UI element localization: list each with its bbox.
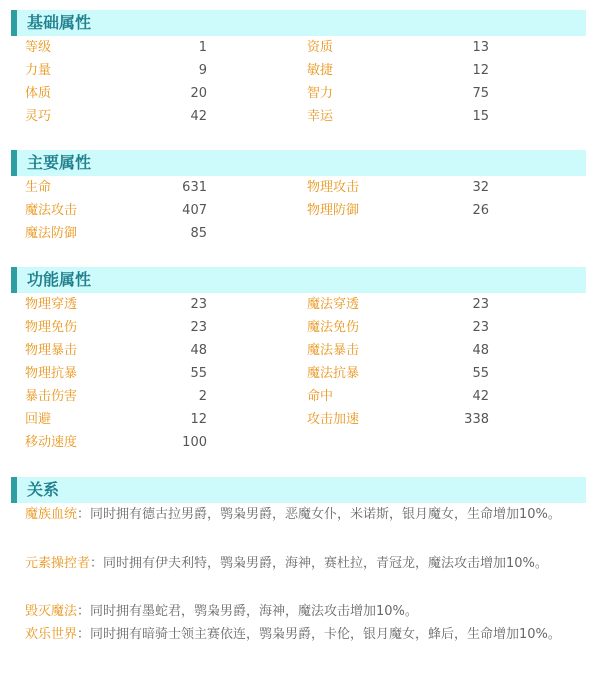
stat-label: 魔法攻击 bbox=[25, 203, 78, 218]
stat-label: 魔法穿透 bbox=[307, 297, 360, 312]
stat-value: 26 bbox=[472, 203, 489, 218]
stat-value: 23 bbox=[190, 320, 207, 335]
stat-value: 48 bbox=[472, 343, 489, 358]
stat-value: 75 bbox=[472, 86, 489, 101]
stat-value: 13 bbox=[472, 40, 489, 55]
stat-label: 生命 bbox=[25, 180, 52, 195]
stat-label: 幸运 bbox=[307, 109, 334, 124]
stat-value: 20 bbox=[190, 86, 207, 101]
stat-label: 魔法防御 bbox=[25, 226, 78, 241]
stat-label: 物理免伤 bbox=[25, 320, 78, 335]
stat-value: 32 bbox=[472, 180, 489, 195]
stat-label: 力量 bbox=[25, 63, 52, 78]
relation-name: 毁灭魔法 bbox=[25, 604, 78, 619]
stat-label: 物理抗暴 bbox=[25, 366, 78, 381]
stat-label: 暴击伤害 bbox=[25, 389, 78, 404]
stat-value: 631 bbox=[182, 180, 207, 195]
stat-value: 48 bbox=[190, 343, 207, 358]
section-header-relations: 关系 bbox=[11, 477, 586, 503]
stat-label: 灵巧 bbox=[25, 109, 52, 124]
stat-label: 攻击加速 bbox=[307, 412, 360, 427]
stat-value: 100 bbox=[182, 435, 207, 450]
stat-label: 物理穿透 bbox=[25, 297, 78, 312]
relation-name: 元素操控者 bbox=[25, 556, 91, 571]
stat-value: 55 bbox=[472, 366, 489, 381]
relation-item bbox=[25, 600, 580, 623]
stat-value: 2 bbox=[198, 389, 207, 404]
stat-label: 魔法暴击 bbox=[307, 343, 360, 358]
relation-desc: ：同时拥有暗骑士领主赛依连，鹗枭男爵，卡伦，银月魔女，蜂后，生命增加10%。 bbox=[77, 627, 561, 642]
stat-label: 等级 bbox=[25, 40, 52, 55]
section-header-basic: 基础属性 bbox=[11, 10, 586, 36]
stat-value: 9 bbox=[198, 63, 207, 78]
stat-value: 55 bbox=[190, 366, 207, 381]
stat-label: 移动速度 bbox=[25, 435, 78, 450]
stat-value: 23 bbox=[472, 320, 489, 335]
stat-value: 85 bbox=[190, 226, 207, 241]
stat-value: 42 bbox=[190, 109, 207, 124]
section-header-main: 主要属性 bbox=[11, 150, 586, 176]
relation-item bbox=[25, 503, 580, 526]
stat-value: 23 bbox=[190, 297, 207, 312]
relation-desc: ：同时拥有伊夫利特，鹗枭男爵，海神，赛杜拉，青冠龙，魔法攻击增加10%。 bbox=[90, 556, 548, 571]
stat-label: 命中 bbox=[307, 389, 334, 404]
stat-label: 物理防御 bbox=[307, 203, 360, 218]
stat-label: 物理暴击 bbox=[25, 343, 78, 358]
stat-value: 12 bbox=[190, 412, 207, 427]
stat-label: 体质 bbox=[25, 86, 52, 101]
stat-value: 15 bbox=[472, 109, 489, 124]
relation-desc: ：同时拥有墨蛇君，鹗枭男爵，海神，魔法攻击增加10%。 bbox=[77, 604, 418, 619]
stat-label: 回避 bbox=[25, 412, 52, 427]
stat-value: 407 bbox=[182, 203, 207, 218]
stat-label: 资质 bbox=[307, 40, 334, 55]
section-header-function: 功能属性 bbox=[11, 267, 586, 293]
relation-name: 欢乐世界 bbox=[25, 627, 78, 642]
relation-name: 魔族血统 bbox=[25, 507, 78, 522]
stat-label: 敏捷 bbox=[307, 63, 334, 78]
stat-value: 1 bbox=[198, 40, 207, 55]
stat-label: 魔法免伤 bbox=[307, 320, 360, 335]
stat-label: 物理攻击 bbox=[307, 180, 360, 195]
stat-value: 338 bbox=[464, 412, 489, 427]
stat-label: 智力 bbox=[307, 86, 334, 101]
stat-label: 魔法抗暴 bbox=[307, 366, 360, 381]
relation-item bbox=[25, 623, 580, 646]
relation-item bbox=[25, 552, 580, 575]
stat-value: 42 bbox=[472, 389, 489, 404]
relation-desc: ：同时拥有德古拉男爵，鹗枭男爵，恶魔女仆，米诺斯，银月魔女，生命增加10%。 bbox=[77, 507, 561, 522]
stat-value: 23 bbox=[472, 297, 489, 312]
stat-value: 12 bbox=[472, 63, 489, 78]
